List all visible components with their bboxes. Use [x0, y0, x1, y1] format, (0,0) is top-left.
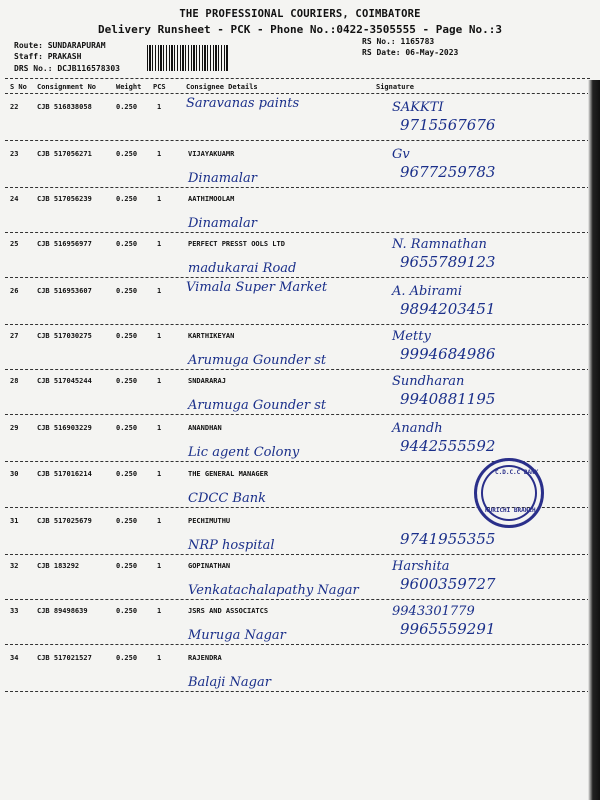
header-rule-top: [5, 78, 590, 79]
weight: 0.250: [116, 103, 138, 111]
handwritten-consignee: Vimala Super Market: [186, 280, 328, 295]
weight: 0.250: [116, 654, 138, 662]
handwritten-address: Muruga Nagar: [188, 628, 286, 643]
consignment-number: CJB 517025679: [37, 517, 92, 525]
stamp-text-top: C.D.C.C BANK: [495, 469, 539, 476]
handwritten-consignee: Saravanas paints: [186, 96, 300, 111]
handwritten-address: Arumuga Gounder st: [188, 398, 327, 413]
barcode: [147, 45, 229, 71]
route-label: Route: SUNDARAPURAM: [14, 41, 106, 50]
signature-text: A. Abirami: [392, 284, 462, 299]
col-sno: S No: [10, 83, 27, 91]
serial-number: 26: [10, 287, 19, 295]
consignment-number: CJB 517016214: [37, 470, 92, 478]
handwritten-address: CDCC Bank: [188, 491, 266, 506]
serial-number: 31: [10, 517, 19, 525]
serial-number: 29: [10, 424, 19, 432]
signature-text: Sundharan: [392, 374, 465, 389]
col-consignment: Consignment No: [37, 83, 97, 91]
bank-stamp: [474, 458, 544, 528]
weight: 0.250: [116, 517, 138, 525]
pieces: 1: [157, 195, 162, 203]
handwritten-address: Balaji Nagar: [188, 675, 271, 690]
handwritten-address: Dinamalar: [188, 216, 257, 231]
scan-edge: [588, 80, 600, 800]
serial-number: 23: [10, 150, 19, 158]
weight: 0.250: [116, 287, 138, 295]
pieces: 1: [157, 332, 162, 340]
header-rule-bottom: [5, 93, 590, 94]
table-row: [0, 233, 600, 283]
table-row: [0, 370, 600, 420]
weight: 0.250: [116, 470, 138, 478]
signature-phone: 9655789123: [400, 253, 496, 271]
weight: 0.250: [116, 424, 138, 432]
handwritten-address: NRP hospital: [188, 538, 275, 553]
serial-number: 30: [10, 470, 19, 478]
signature-text: SAKKTI: [392, 100, 444, 115]
signature-text: Metty: [392, 329, 431, 344]
serial-number: 34: [10, 654, 19, 662]
pieces: 1: [157, 103, 162, 111]
drs-number: DRS No.: DCJB116578303: [14, 64, 120, 73]
weight: 0.250: [116, 195, 138, 203]
signature-phone: 9600359727: [400, 575, 496, 593]
rs-number: RS No.: 1165783: [362, 37, 435, 46]
handwritten-address: Arumuga Gounder st: [188, 353, 327, 368]
serial-number: 28: [10, 377, 19, 385]
consignee-name: SNDARARAJ: [188, 377, 226, 385]
table-row: [0, 188, 600, 238]
row-divider: [5, 691, 590, 692]
consignee-name: ANANDHAN: [188, 424, 222, 432]
signature-phone: 9940881195: [400, 390, 496, 408]
serial-number: 22: [10, 103, 19, 111]
signature-phone: 9894203451: [400, 300, 496, 318]
consignee-name: THE GENERAL MANAGER: [188, 470, 269, 478]
weight: 0.250: [116, 377, 138, 385]
serial-number: 32: [10, 562, 19, 570]
signature-text: Gv: [392, 147, 410, 162]
consignment-number: CJB 517045244: [37, 377, 92, 385]
consignee-name: GOPINATHAN: [188, 562, 231, 570]
serial-number: 33: [10, 607, 19, 615]
pieces: 1: [157, 470, 162, 478]
signature-text: Anandh: [392, 421, 443, 436]
row-divider: [5, 414, 590, 415]
stamp-text-bottom: KURICHI BRANCH: [485, 507, 536, 514]
rs-date: RS Date: 06-May-2023: [362, 48, 459, 57]
consignment-number: CJB 517021527: [37, 654, 92, 662]
pieces: 1: [157, 377, 162, 385]
consignee-name: AATHIMOOLAM: [188, 195, 235, 203]
table-row: [0, 600, 600, 650]
consignment-number: CJB 517030275: [37, 332, 92, 340]
consignee-name: PERFECT PRESST OOLS LTD: [188, 240, 285, 248]
consignment-number: CJB 516838058: [37, 103, 92, 111]
row-divider: [5, 140, 590, 141]
handwritten-address: Lic agent Colony: [188, 445, 300, 460]
company-title: THE PROFESSIONAL COURIERS, COIMBATORE: [179, 8, 421, 20]
weight: 0.250: [116, 562, 138, 570]
row-divider: [5, 277, 590, 278]
row-divider: [5, 644, 590, 645]
consignee-name: RAJENDRA: [188, 654, 222, 662]
consignment-number: CJB 89498639: [37, 607, 88, 615]
consignment-number: CJB 516953607: [37, 287, 92, 295]
table-row: [0, 280, 600, 330]
table-row: [0, 555, 600, 605]
col-pcs: PCS: [153, 83, 166, 91]
pieces: 1: [157, 424, 162, 432]
signature-text: Harshita: [392, 559, 450, 574]
signature-phone: 9677259783: [400, 163, 496, 181]
serial-number: 27: [10, 332, 19, 340]
weight: 0.250: [116, 332, 138, 340]
pieces: 1: [157, 607, 162, 615]
pieces: 1: [157, 517, 162, 525]
weight: 0.250: [116, 150, 138, 158]
col-weight: Weight: [116, 83, 142, 91]
consignee-name: KARTHIKEYAN: [188, 332, 235, 340]
col-consignee: Consignee Details: [186, 83, 258, 91]
signature-text: N. Ramnathan: [392, 237, 487, 252]
signature-phone: 9715567676: [400, 116, 496, 134]
table-row: [0, 143, 600, 193]
pieces: 1: [157, 287, 162, 295]
consignee-name: JSRS AND ASSOCIATCS: [188, 607, 269, 615]
weight: 0.250: [116, 607, 138, 615]
table-row: [0, 96, 600, 146]
consignment-number: CJB 517056239: [37, 195, 92, 203]
handwritten-address: madukarai Road: [188, 261, 297, 276]
col-signature: Signature: [376, 83, 414, 91]
signature-phone: 9741955355: [400, 530, 496, 548]
consignment-number: CJB 183292: [37, 562, 80, 570]
pieces: 1: [157, 654, 162, 662]
weight: 0.250: [116, 240, 138, 248]
signature-phone: 9965559291: [400, 620, 496, 638]
pieces: 1: [157, 562, 162, 570]
pieces: 1: [157, 150, 162, 158]
signature-text: 9943301779: [392, 604, 475, 619]
signature-phone: 9994684986: [400, 345, 496, 363]
handwritten-address: Venkatachalapathy Nagar: [188, 583, 359, 598]
serial-number: 25: [10, 240, 19, 248]
pieces: 1: [157, 240, 162, 248]
handwritten-address: Dinamalar: [188, 171, 257, 186]
runsheet-title: Delivery Runsheet - PCK - Phone No.:0422-3505555 - Page No.:3: [98, 23, 502, 36]
consignment-number: CJB 517056271: [37, 150, 92, 158]
consignment-number: CJB 516956977: [37, 240, 92, 248]
table-row: [0, 647, 600, 697]
consignee-name: VIJAYAKUAMR: [188, 150, 235, 158]
consignee-name: PECHIMUTHU: [188, 517, 231, 525]
consignment-number: CJB 516903229: [37, 424, 92, 432]
staff-label: Staff: PRAKASH: [14, 52, 82, 61]
signature-phone: 9442555592: [400, 437, 496, 455]
table-row: [0, 325, 600, 375]
serial-number: 24: [10, 195, 19, 203]
